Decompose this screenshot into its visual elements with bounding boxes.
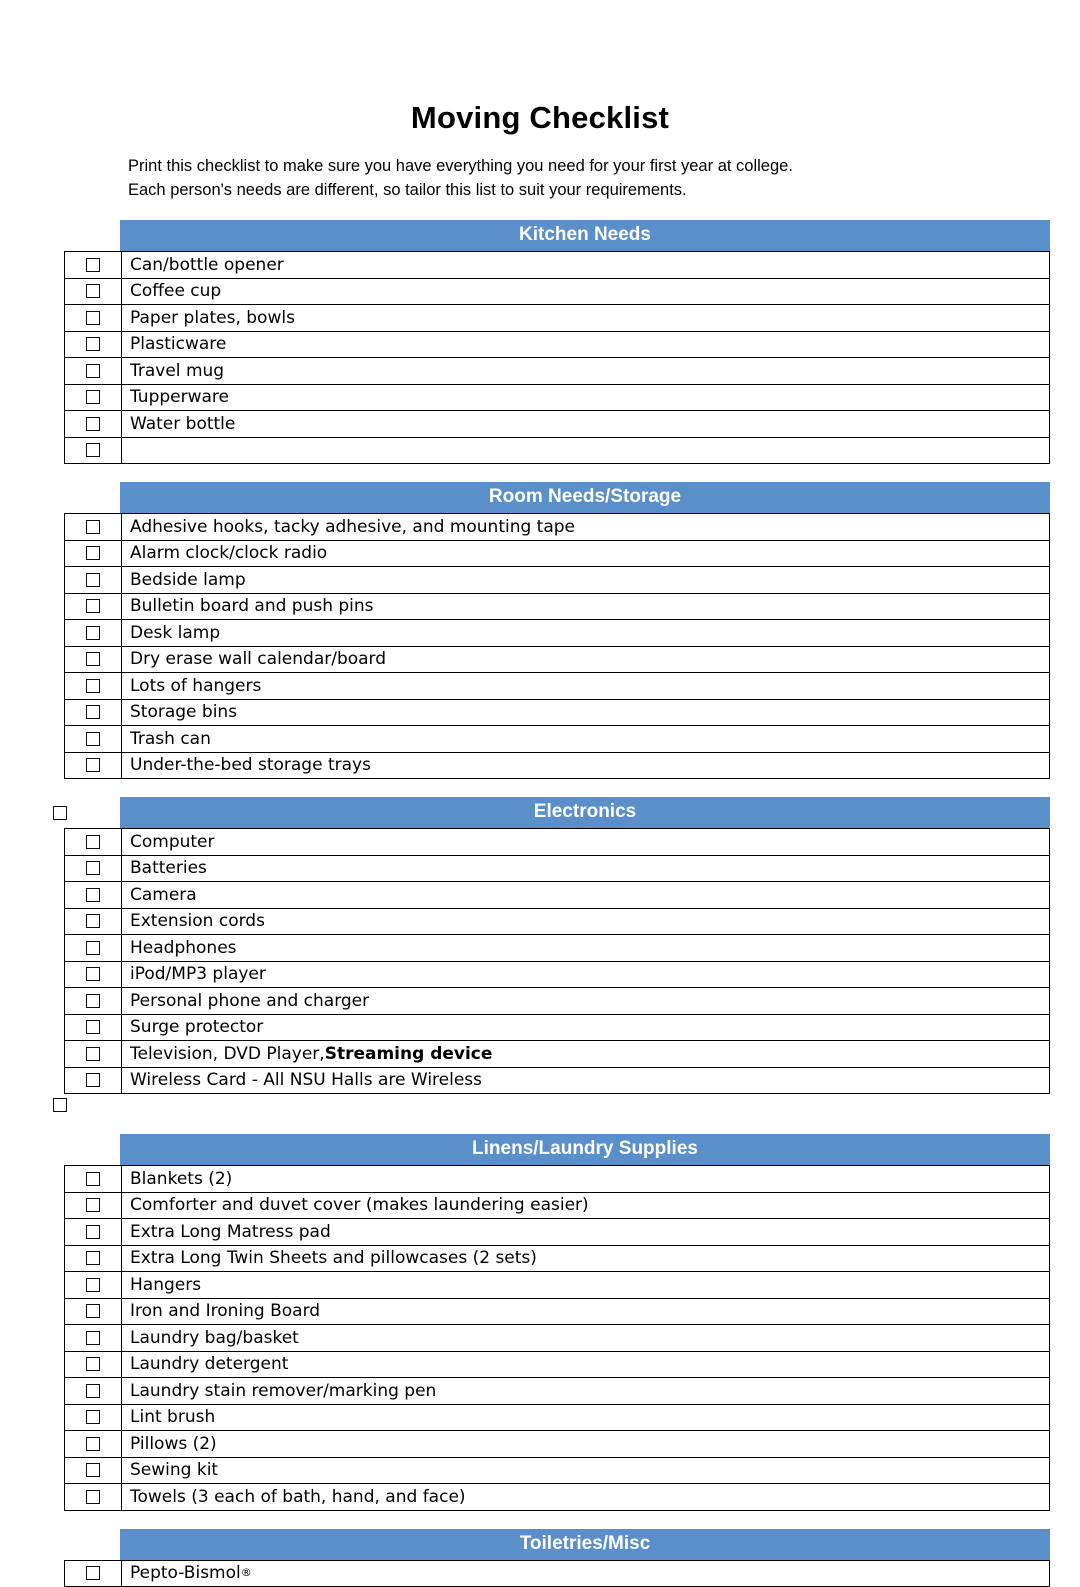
checklist-item-label: Headphones	[121, 935, 1049, 961]
checklist-row[interactable]	[65, 673, 1049, 700]
checkbox-icon[interactable]	[86, 967, 100, 981]
checklist-item-label: Extra Long Twin Sheets and pillowcases (2 sets)	[121, 1246, 1049, 1272]
checklist-item-label: Batteries	[121, 856, 1049, 882]
checkbox-cell[interactable]	[65, 594, 121, 620]
checkbox-cell[interactable]	[65, 1325, 121, 1351]
checklist-row[interactable]	[65, 1325, 1049, 1352]
section-header-row	[0, 220, 1080, 251]
checklist-rows	[64, 1165, 1050, 1511]
checkbox-icon[interactable]	[86, 599, 100, 613]
checklist-row[interactable]	[65, 1219, 1049, 1246]
checklist-row[interactable]	[65, 567, 1049, 594]
checklist-row[interactable]	[65, 358, 1049, 385]
checklist-item-label: Travel mug	[121, 358, 1049, 384]
checkbox-cell[interactable]	[65, 726, 121, 752]
checklist-item-label	[121, 438, 1049, 464]
checklist-item-label: Paper plates, bowls	[121, 305, 1049, 331]
checkbox-cell[interactable]	[65, 1484, 121, 1510]
checklist-row[interactable]	[65, 438, 1049, 465]
checkbox-icon[interactable]	[86, 732, 100, 746]
checkbox-cell[interactable]	[65, 438, 121, 464]
checklist-item-label: Water bottle	[121, 411, 1049, 437]
checkbox-icon[interactable]	[86, 835, 100, 849]
checkbox-cell[interactable]	[65, 1272, 121, 1298]
checkbox-icon[interactable]	[86, 705, 100, 719]
checklist-row[interactable]	[65, 1299, 1049, 1326]
checkbox-cell[interactable]	[65, 358, 121, 384]
sections-container	[0, 220, 1080, 1587]
checklist-item-label: Towels (3 each of bath, hand, and face)	[121, 1484, 1049, 1510]
checklist-item-label: Extension cords	[121, 909, 1049, 935]
checklist-row[interactable]	[65, 305, 1049, 332]
checkbox-icon[interactable]	[86, 284, 100, 298]
checklist-row[interactable]	[65, 514, 1049, 541]
section-header-row	[0, 797, 1080, 828]
checkbox-cell[interactable]	[65, 332, 121, 358]
checklist-item-label: Bedside lamp	[121, 567, 1049, 593]
checkbox-cell[interactable]	[65, 988, 121, 1014]
checklist-item-label: Desk lamp	[121, 620, 1049, 646]
checklist-item-label: Plasticware	[121, 332, 1049, 358]
checklist-row[interactable]	[65, 411, 1049, 438]
checklist-row[interactable]	[65, 1068, 1049, 1095]
checklist-row[interactable]	[65, 279, 1049, 306]
checkbox-cell[interactable]	[65, 305, 121, 331]
checklist-row[interactable]	[65, 988, 1049, 1015]
checkbox-cell[interactable]	[65, 411, 121, 437]
checkbox-icon[interactable]	[86, 417, 100, 431]
checklist-item-label: Wireless Card - All NSU Halls are Wireless	[121, 1068, 1049, 1094]
checkbox-cell[interactable]	[65, 935, 121, 961]
checkbox-cell[interactable]	[65, 1193, 121, 1219]
checkbox-icon[interactable]	[86, 758, 100, 772]
checkbox-cell[interactable]	[65, 856, 121, 882]
section-header-row	[0, 482, 1080, 513]
checklist-item-label: Alarm clock/clock radio	[121, 541, 1049, 567]
checkbox-cell[interactable]	[65, 385, 121, 411]
checklist-item-label: Comforter and duvet cover (makes laundering easier)	[121, 1193, 1049, 1219]
checklist-item-label: Camera	[121, 882, 1049, 908]
checklist-rows	[64, 513, 1050, 779]
checkbox-icon[interactable]	[86, 626, 100, 640]
checklist-item-label: Iron and Ironing Board	[121, 1299, 1049, 1325]
checkbox-icon[interactable]	[86, 1437, 100, 1451]
checkbox-icon[interactable]	[86, 1047, 100, 1061]
checklist-item-label: Dry erase wall calendar/board	[121, 647, 1049, 673]
checklist-row[interactable]	[65, 1378, 1049, 1405]
checkbox-cell[interactable]	[65, 514, 121, 540]
checklist-row[interactable]	[65, 1352, 1049, 1379]
checkbox-icon[interactable]	[86, 1198, 100, 1212]
checklist-item-label: Trash can	[121, 726, 1049, 752]
checkbox-cell[interactable]	[65, 1015, 121, 1041]
checkbox-cell[interactable]	[65, 882, 121, 908]
checkbox-icon[interactable]	[86, 546, 100, 560]
checkbox-cell[interactable]	[65, 1378, 121, 1404]
checkbox-icon[interactable]	[86, 1384, 100, 1398]
checklist-item-label: Surge protector	[121, 1015, 1049, 1041]
checklist-item-label: Pillows (2)	[121, 1431, 1049, 1457]
checklist-row[interactable]	[65, 1431, 1049, 1458]
checkbox-icon[interactable]	[86, 443, 100, 457]
checklist-item-label: Laundry detergent	[121, 1352, 1049, 1378]
checklist-item-label: Pepto-Bismol ®	[121, 1561, 1049, 1587]
checkbox-cell[interactable]	[65, 962, 121, 988]
checkbox-icon[interactable]	[86, 311, 100, 325]
checkbox-icon[interactable]	[86, 1463, 100, 1477]
checklist-item-label: Laundry stain remover/marking pen	[121, 1378, 1049, 1404]
checkbox-cell[interactable]	[65, 829, 121, 855]
checklist-item-label: Sewing kit	[121, 1458, 1049, 1484]
checklist-rows	[64, 828, 1050, 1094]
checklist-row[interactable]	[65, 1272, 1049, 1299]
checkbox-icon[interactable]	[86, 364, 100, 378]
checklist-rows	[64, 1560, 1050, 1587]
checklist-item-label: iPod/MP3 player	[121, 962, 1049, 988]
checkbox-cell[interactable]	[65, 279, 121, 305]
checklist-row[interactable]	[65, 620, 1049, 647]
checklist-item-label: Adhesive hooks, tacky adhesive, and mounting tape	[121, 514, 1049, 540]
checklist-row[interactable]	[65, 829, 1049, 856]
checklist-row[interactable]	[65, 1041, 1049, 1068]
checklist-rows	[64, 251, 1050, 464]
checkbox-icon[interactable]	[86, 390, 100, 404]
page-title: Moving Checklist	[0, 0, 1080, 136]
checkbox-icon[interactable]	[53, 1098, 67, 1112]
checklist-row[interactable]	[65, 1405, 1049, 1432]
section-header-row	[0, 1529, 1080, 1560]
checklist-item-label: Coffee cup	[121, 279, 1049, 305]
section-heading: Kitchen Needs	[120, 220, 1050, 251]
checklist-item-label: Computer	[121, 829, 1049, 855]
checkbox-cell[interactable]	[65, 1352, 121, 1378]
checkbox-icon[interactable]	[86, 1020, 100, 1034]
checklist-row[interactable]	[65, 882, 1049, 909]
checklist-row[interactable]	[65, 935, 1049, 962]
checkbox-icon[interactable]	[86, 888, 100, 902]
section-heading: Linens/Laundry Supplies	[120, 1134, 1050, 1165]
checklist-item-label: Personal phone and charger	[121, 988, 1049, 1014]
checkbox-cell[interactable]	[65, 620, 121, 646]
checkbox-cell[interactable]	[65, 1219, 121, 1245]
checkbox-icon[interactable]	[86, 1225, 100, 1239]
intro-line-2: Each person's needs are different, so tailor this list to suit your requirements.	[128, 178, 1080, 202]
checklist-item-label: Storage bins	[121, 700, 1049, 726]
checkbox-cell[interactable]	[65, 252, 121, 278]
checklist-item-label: Extra Long Matress pad	[121, 1219, 1049, 1245]
checkbox-cell[interactable]	[65, 1431, 121, 1457]
checkbox-icon[interactable]	[86, 1278, 100, 1292]
checklist-row[interactable]	[65, 962, 1049, 989]
checkbox-icon[interactable]	[86, 1410, 100, 1424]
checkbox-icon[interactable]	[86, 520, 100, 534]
checklist-item-label: Bulletin board and push pins	[121, 594, 1049, 620]
checklist-row[interactable]	[65, 252, 1049, 279]
section-heading: Electronics	[120, 797, 1050, 828]
checkbox-icon[interactable]	[86, 258, 100, 272]
checklist-row[interactable]	[65, 385, 1049, 412]
checkbox-icon[interactable]	[86, 337, 100, 351]
checklist-row[interactable]	[65, 541, 1049, 568]
checkbox-cell[interactable]	[65, 753, 121, 779]
checklist-item-label: Hangers	[121, 1272, 1049, 1298]
checklist-item-label: Tupperware	[121, 385, 1049, 411]
intro-text	[0, 154, 1080, 202]
checkbox-cell[interactable]	[65, 1299, 121, 1325]
checklist-row[interactable]	[65, 647, 1049, 674]
checklist-section	[0, 1134, 1080, 1511]
checkbox-icon[interactable]	[86, 1172, 100, 1186]
checkbox-cell[interactable]	[65, 909, 121, 935]
checklist-item-label: Lint brush	[121, 1405, 1049, 1431]
checklist-section	[0, 482, 1080, 779]
checkbox-icon[interactable]	[86, 1304, 100, 1318]
checkbox-cell[interactable]	[65, 1246, 121, 1272]
checkbox-cell[interactable]	[65, 1041, 121, 1067]
checklist-row[interactable]	[65, 1246, 1049, 1273]
checkbox-cell[interactable]	[65, 1068, 121, 1094]
checklist-row[interactable]	[65, 332, 1049, 359]
checkbox-icon[interactable]	[86, 914, 100, 928]
checkbox-icon[interactable]	[86, 679, 100, 693]
checkbox-icon[interactable]	[53, 806, 67, 820]
checkbox-cell[interactable]	[65, 1166, 121, 1192]
checkbox-cell[interactable]	[65, 541, 121, 567]
checklist-section	[0, 1529, 1080, 1587]
checklist-item-label: Under-the-bed storage trays	[121, 753, 1049, 779]
section-heading: Room Needs/Storage	[120, 482, 1050, 513]
checklist-section	[0, 797, 1080, 1116]
checkbox-icon[interactable]	[86, 994, 100, 1008]
checkbox-icon[interactable]	[86, 652, 100, 666]
checkbox-cell[interactable]	[65, 1561, 121, 1587]
checklist-row[interactable]	[65, 856, 1049, 883]
checklist-row[interactable]	[65, 1166, 1049, 1193]
checklist-item-label: Lots of hangers	[121, 673, 1049, 699]
checklist-row[interactable]	[65, 1561, 1049, 1587]
checkbox-icon[interactable]	[86, 861, 100, 875]
section-header-row	[0, 1134, 1080, 1165]
checkbox-cell[interactable]	[65, 567, 121, 593]
checklist-row[interactable]	[65, 1015, 1049, 1042]
checklist-row[interactable]	[65, 1193, 1049, 1220]
checkbox-cell[interactable]	[65, 647, 121, 673]
checklist-item-label: Laundry bag/basket	[121, 1325, 1049, 1351]
checkbox-cell[interactable]	[65, 1405, 121, 1431]
checkbox-icon[interactable]	[86, 573, 100, 587]
checkbox-cell[interactable]	[0, 1094, 120, 1116]
checkbox-icon[interactable]	[86, 1251, 100, 1265]
section-heading: Toiletries/Misc	[120, 1529, 1050, 1560]
checkbox-icon[interactable]	[86, 941, 100, 955]
checkbox-cell[interactable]	[0, 797, 120, 828]
checklist-row[interactable]	[65, 753, 1049, 780]
checklist-row[interactable]	[65, 726, 1049, 753]
checkbox-cell[interactable]	[65, 1458, 121, 1484]
checklist-item-label: Can/bottle opener	[121, 252, 1049, 278]
checklist-section	[0, 220, 1080, 464]
checklist-row[interactable]	[65, 1458, 1049, 1485]
checkbox-cell[interactable]	[65, 700, 121, 726]
checkbox-icon[interactable]	[86, 1073, 100, 1087]
checkbox-icon[interactable]	[86, 1331, 100, 1345]
intro-line-1: Print this checklist to make sure you have everything you need for your first year at college.	[128, 154, 1080, 178]
checklist-row[interactable]	[65, 909, 1049, 936]
checkbox-cell[interactable]	[65, 673, 121, 699]
checklist-row[interactable]	[65, 700, 1049, 727]
checklist-row[interactable]	[65, 594, 1049, 621]
checklist-item-label: Television, DVD Player, Streaming device	[121, 1041, 1049, 1067]
checkbox-icon[interactable]	[86, 1490, 100, 1504]
checkbox-icon[interactable]	[86, 1566, 100, 1580]
checklist-item-label: Blankets (2)	[121, 1166, 1049, 1192]
checklist-row[interactable]	[65, 1484, 1049, 1511]
checkbox-icon[interactable]	[86, 1357, 100, 1371]
